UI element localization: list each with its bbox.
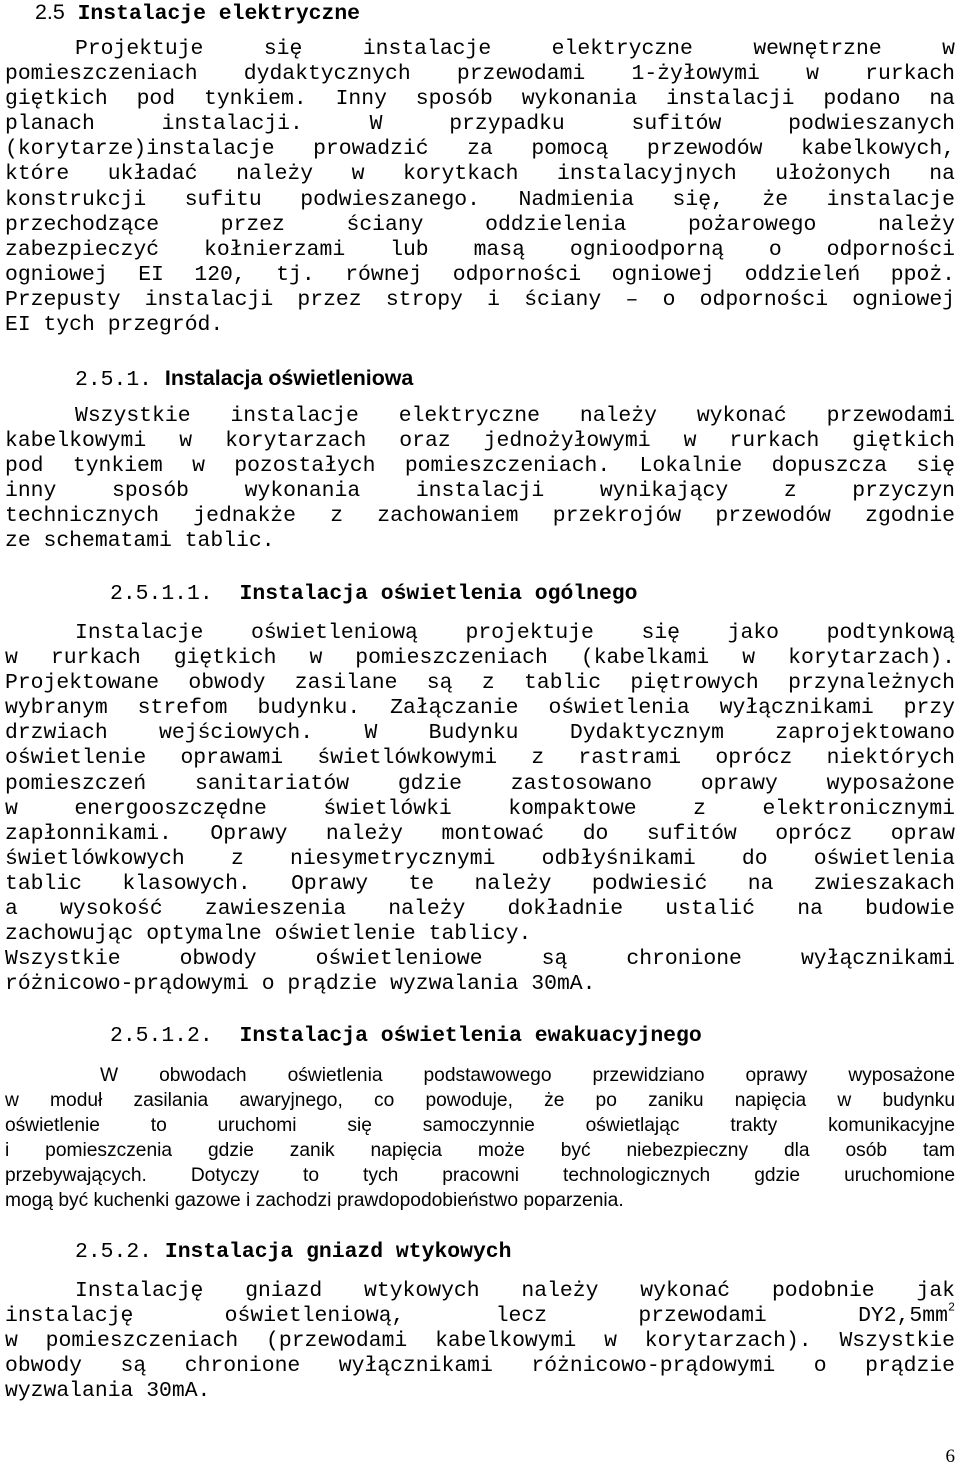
text-line: drzwiach wejściowych. W Budynku Dydaktycznym zaprojektowano [5,721,955,746]
text-line: w rurkach giętkich w pomieszczeniach (kabelkami w korytarzach). [5,646,955,671]
text-line: W obwodach oświetlenia podstawowego przewidziano oprawy wyposażone [100,1065,955,1086]
text-line: pomieszczeń sanitariatów gdzie zastosowano oprawy wyposażone [5,771,955,796]
subsection-number: 2.5.1.1. [110,582,213,606]
text-line: w energooszczędne świetlówki kompaktowe z elektronicznymi [5,796,955,821]
text-line: w pomieszczeniach (przewodami kabelkowymi w korytarzach). Wszystkie [5,1329,955,1354]
text-line: konstrukcji sufitu podwieszanego. Nadmienia się, że instalacje [5,187,955,212]
page-number: 6 [945,1446,955,1467]
text-line: (korytarze)instalacje prowadzić za pomocą przewodów kabelkowych, [5,137,955,162]
subsection-heading [110,582,637,607]
subsection-title: Instalacja gniazd wtykowych [164,1240,512,1264]
text-line: giętkich pod tynkiem. Inny sposób wykonania instalacji podano na [5,87,955,112]
section-number: 2.5 [35,0,65,24]
text-line: wyzwalania 30mA. [5,1379,211,1404]
subsection-heading [75,366,413,393]
subsection-title: Instalacja oświetleniowa [164,366,414,390]
text-line: tablic klasowych. Oprawy te należy podwiesić na zwieszakach [5,871,955,896]
text-line: Projektowane obwody zasilane są z tablic piętrowych przynależnych [5,671,955,696]
text-line: które układać należy w korytkach instalacyjnych ułożonych na [5,162,955,187]
subsection-number: 2.5.2. [75,1240,153,1264]
text-line: różnicowo-prądowymi o prądzie wyzwalania 30mA. [5,972,596,997]
text-line: Przepusty instalacji przez stropy i ściany – o odporności ogniowej [5,287,955,312]
text-line: Projektuje się instalacje elektryczne wewnętrzne w [75,37,955,61]
text-line: pomieszczeniach dydaktycznych przewodami 1-żyłowymi w rurkach [5,62,955,87]
text-line: zabezpieczyć kołnierzami lub masą ognioodporną o odporności [5,237,955,262]
text-line: przebywających. Dotyczy to tych pracowni technologicznych gdzie uruchomione [5,1165,955,1187]
subsection-paragraph [5,621,955,997]
subsection-paragraph [5,404,955,555]
subsection-number: 2.5.1. [75,368,153,392]
text-line: obwody są chronione wyłącznikami różnicowo-prądowymi o prądzie [5,1354,955,1379]
section-paragraph [5,37,955,338]
text-line [5,1300,955,1329]
text-line: ze schematami tablic. [5,529,275,554]
text-line: zachowując optymalne oświetlenie tablicy. [5,922,532,947]
superscript: 2 [947,1300,955,1315]
text-line: Instalację gniazd wtykowych należy wykonać podobnie jak [75,1279,955,1303]
subsection-number: 2.5.1.2. [110,1024,213,1048]
section-title: Instalacje elektryczne [77,2,360,26]
text-line: mogą być kuchenki gazowe i zachodzi prawdopodobieństwo poparzenia. [5,1190,624,1212]
text-line: Wszystkie instalacje elektryczne należy wykonać przewodami [75,404,955,428]
text-line: kabelkowymi w korytarzach oraz jednożyłowymi w rurkach giętkich [5,429,955,454]
text-line: Wszystkie obwody oświetleniowe są chronione wyłącznikami [5,947,955,972]
subsection-paragraph [5,1063,955,1214]
section-heading [35,0,960,27]
subsection-title: Instalacja oświetlenia ogólnego [239,582,638,606]
text-line: planach instalacji. W przypadku sufitów podwieszanych [5,112,955,137]
text-line: ogniowej EI 120, tj. równej odporności ogniowej oddzieleń ppoż. [5,262,955,287]
text-line: inny sposób wykonania instalacji wynikający z przyczyn [5,479,955,504]
subsection-title: Instalacja oświetlenia ewakuacyjnego [239,1024,702,1048]
text-line: Instalacje oświetleniową projektuje się jako podtynkową [75,621,955,645]
text-line: oświetlenie to uruchomi się samoczynnie oświetlając trakty komunikacyjne [5,1115,955,1137]
text-line: i pomieszczenia gdzie zanik napięcia może być niebezpieczny dla osób tam [5,1140,955,1162]
text-line: oświetlenie oprawami świetlówkowymi z rastrami oprócz niektórych [5,746,955,771]
text-line: zapłonnikami. Oprawy należy montować do sufitów oprócz opraw [5,821,955,846]
text-segment: instalację oświetleniową, lecz przewodami DY2,5mm [5,1304,948,1329]
text-line: pod tynkiem w pozostałych pomieszczeniach. Lokalnie dopuszcza się [5,454,955,479]
text-line: przechodzące przez ściany oddzielenia pożarowego należy [5,212,955,237]
text-line: w moduł zasilania awaryjnego, co powoduje, że po zaniku napięcia w budynku [5,1090,955,1112]
text-line: technicznych jednakże z zachowaniem przekrojów przewodów zgodnie [5,504,955,529]
subsection-heading [75,1240,511,1265]
text-line: EI tych przegród. [5,313,224,338]
subsection-paragraph [5,1279,955,1404]
text-line: wybranym strefom budynku. Załączanie oświetlenia wyłącznikami przy [5,696,955,721]
subsection-heading [110,1024,702,1049]
text-line: a wysokość zawieszenia należy dokładnie ustalić na budowie [5,897,955,922]
text-line: świetlówkowych z niesymetrycznymi odbłyśnikami do oświetlenia [5,846,955,871]
